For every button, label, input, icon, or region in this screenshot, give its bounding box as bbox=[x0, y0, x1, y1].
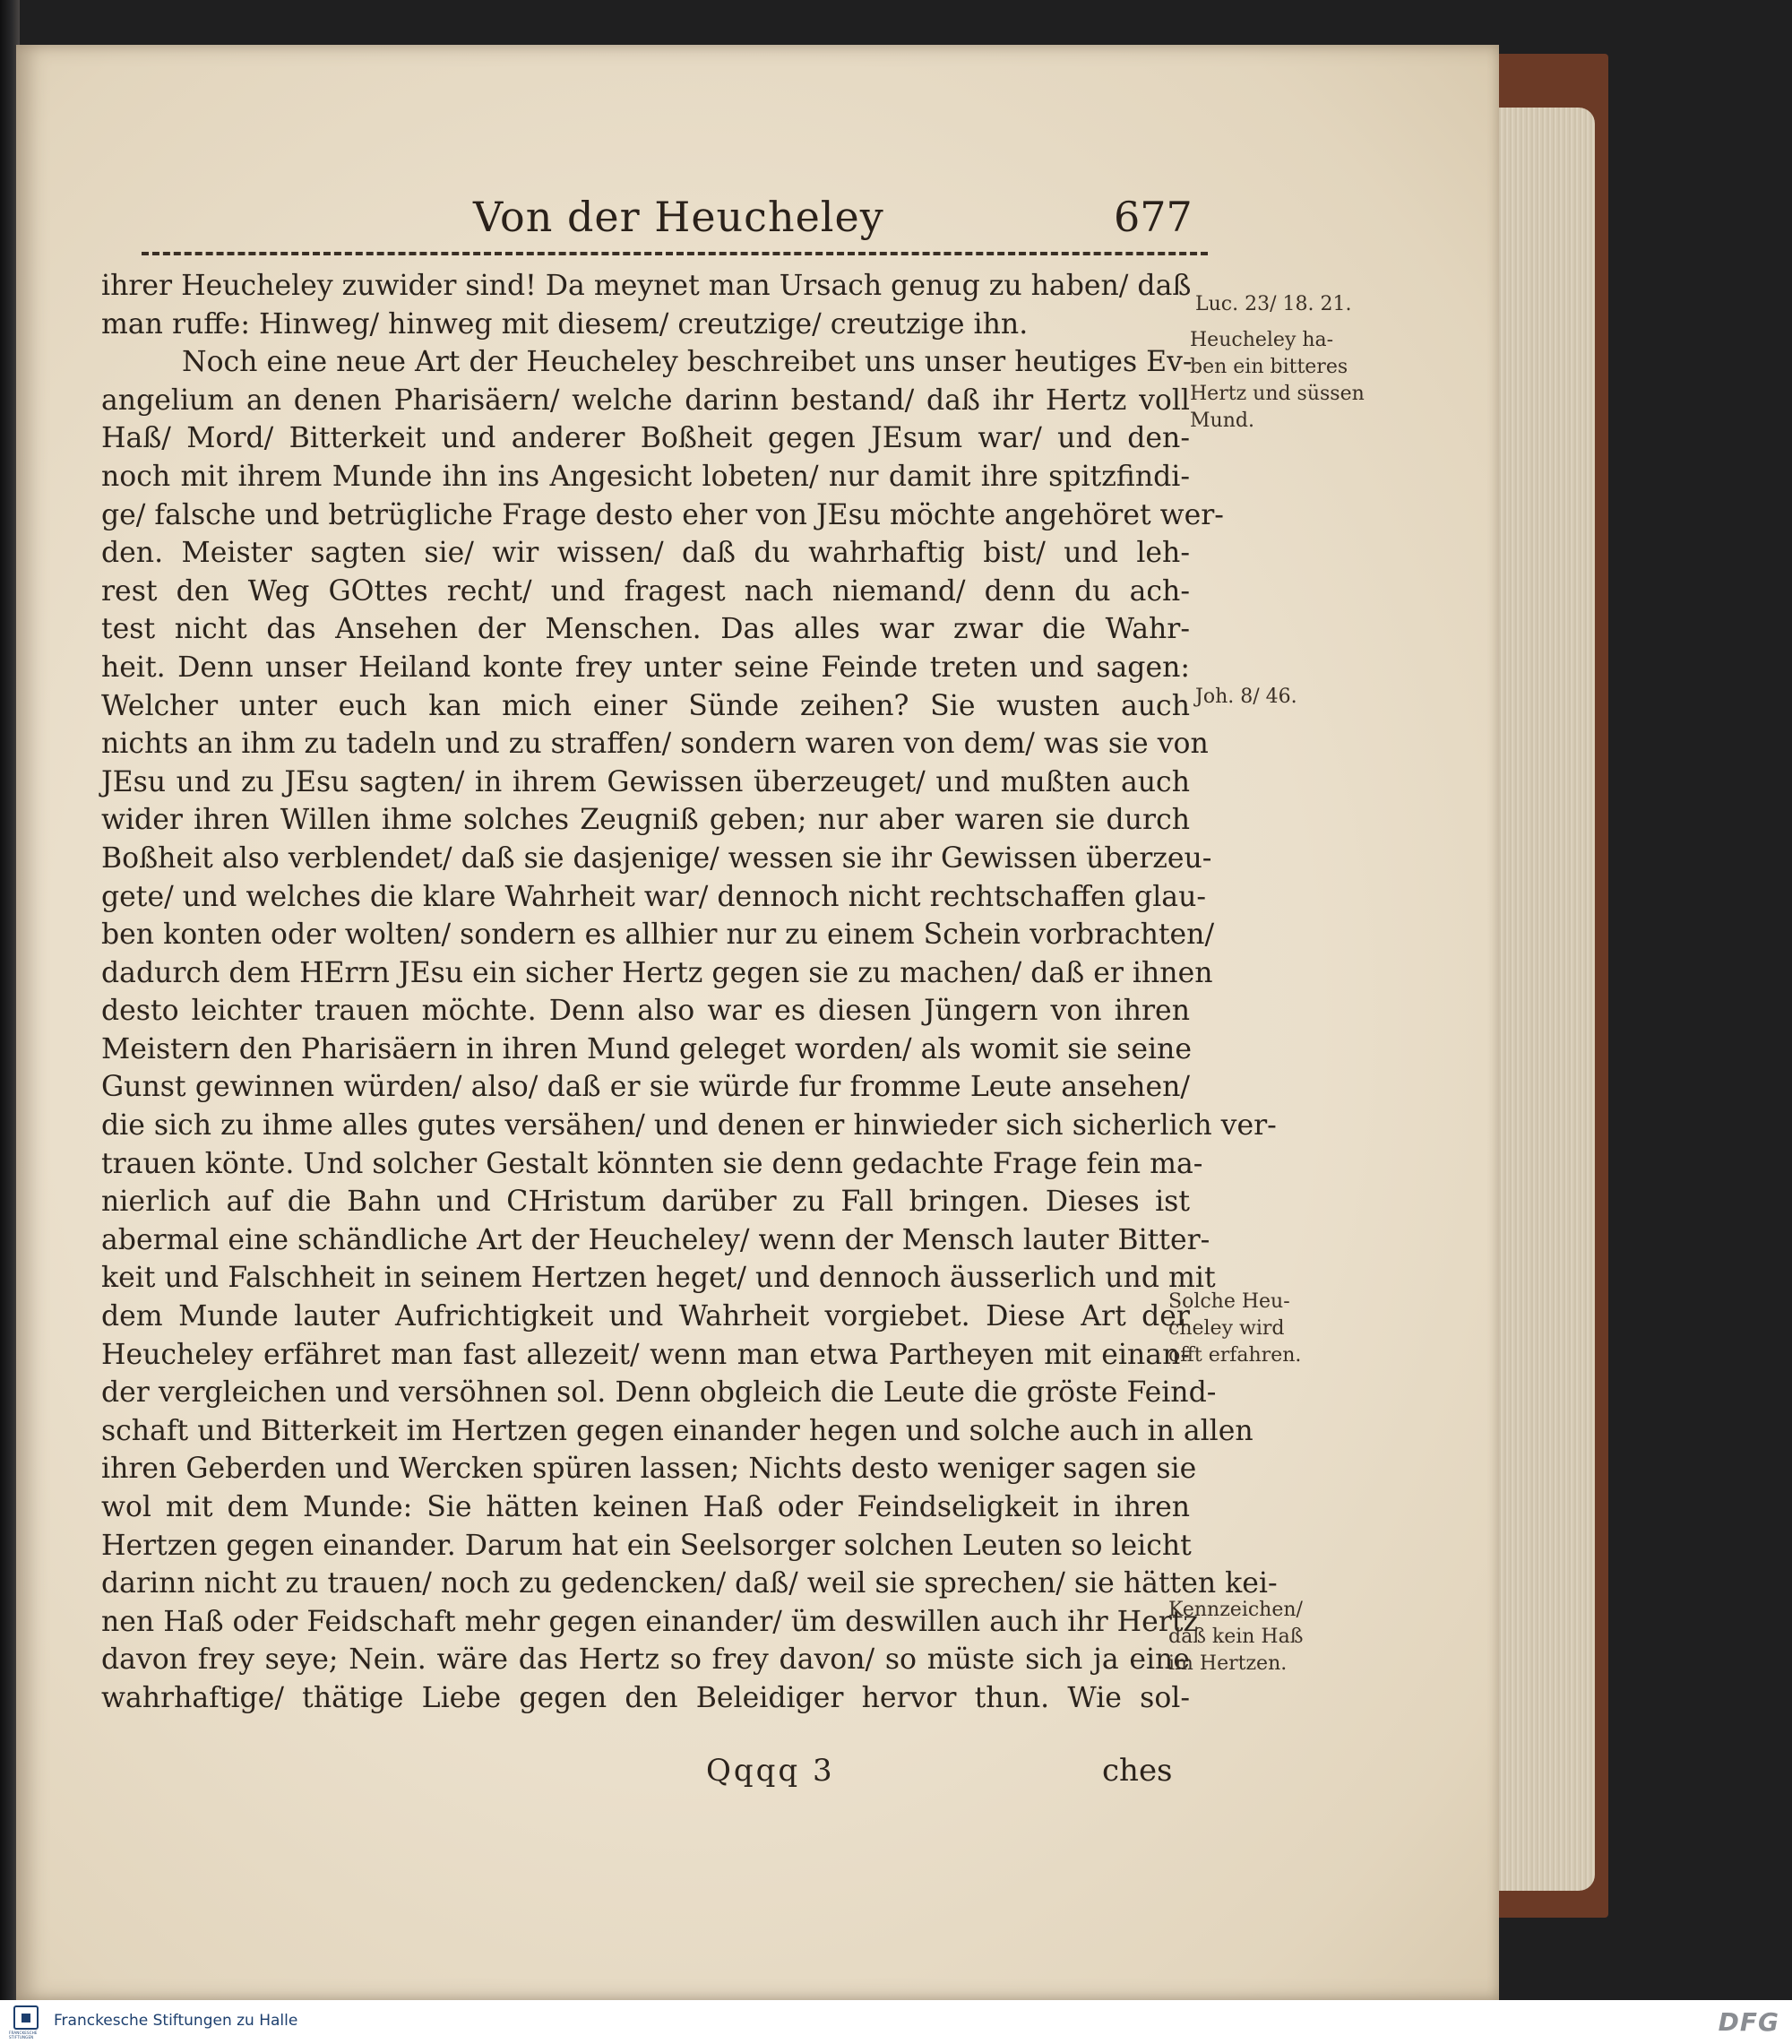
text-line: rest den Weg GOttes recht/ und fragest nach niemand/ denn du ach- bbox=[101, 574, 1190, 608]
margin-note-line: Luc. 23/ 18. 21. bbox=[1195, 293, 1352, 315]
logo-mark-icon bbox=[13, 2005, 39, 2030]
margin-note-line: Kennzeichen/ bbox=[1168, 1599, 1303, 1621]
text-line: der vergleichen und versöhnen sol. Denn obgleich die Leute die gröste Feind- bbox=[101, 1376, 1217, 1410]
text-line: test nicht das Ansehen der Menschen. Das alles war zwar die Wahr- bbox=[101, 613, 1190, 646]
text-line: ihren Geberden und Wercken spüren lassen; Nichts desto weniger sagen sie bbox=[101, 1453, 1197, 1486]
margin-note-bitter-heart bbox=[1190, 327, 1365, 435]
text-line: Boßheit also verblendet/ daß sie dasjenige/ wessen sie ihr Gewissen überzeu- bbox=[101, 841, 1212, 875]
text-line: Gunst gewinnen würden/ also/ daß er sie würde fur fromme Leute ansehen/ bbox=[101, 1071, 1190, 1104]
margin-note-line: cheley wird bbox=[1168, 1317, 1285, 1340]
margin-note-line: ben ein bitteres bbox=[1190, 356, 1348, 378]
margin-note-luke bbox=[1195, 291, 1351, 318]
text-line: JEsu und zu JEsu sagten/ in ihrem Gewissen überzeuget/ und mußten auch bbox=[101, 765, 1190, 798]
institution-name[interactable]: Franckesche Stiftungen zu Halle bbox=[54, 2012, 298, 2030]
header-rule bbox=[142, 252, 1208, 255]
text-line: heit. Denn unser Heiland konte frey unter seine Feinde treten und sagen: bbox=[101, 651, 1190, 684]
text-line: Haß/ Mord/ Bitterkeit und anderer Boßheit gegen JEsum war/ und den- bbox=[101, 422, 1190, 455]
text-line: Heucheley erfähret man fast allezeit/ wenn man etwa Partheyen mit einan- bbox=[101, 1338, 1190, 1371]
logo-text: FRANCKESCHE STIFTUNGEN bbox=[9, 2031, 38, 2040]
text-line: ihrer Heucheley zuwider sind! Da meynet man Ursach genug zu haben/ daß bbox=[101, 270, 1192, 302]
text-line: darinn nicht zu trauen/ noch zu gedencken/ daß/ weil sie sprechen/ sie hätten kei- bbox=[101, 1567, 1278, 1600]
margin-note-often-experienced bbox=[1168, 1289, 1301, 1369]
text-line: abermal eine schändliche Art der Heucheley/ wenn der Mensch lauter Bitter- bbox=[101, 1223, 1210, 1256]
text-line: davon frey seye; Nein. wäre das Hertz so frey davon/ so müste sich ja eine bbox=[101, 1643, 1190, 1677]
book-page bbox=[16, 45, 1499, 2000]
text-line: gete/ und welches die klare Wahrheit war/ dennoch nicht rechtschaffen glau- bbox=[101, 880, 1207, 913]
text-line: trauen könte. Und solcher Gestalt könnten sie denn gedachte Frage fein ma- bbox=[101, 1147, 1203, 1180]
text-line: keit und Falschheit in seinem Hertzen heget/ und dennoch äusserlich und mit bbox=[101, 1262, 1216, 1295]
running-title: Von der Heucheley bbox=[473, 193, 884, 241]
text-line: angelium an denen Pharisäern/ welche darinn bestand/ daß ihr Hertz voll bbox=[101, 384, 1190, 417]
text-line: ben konten oder wolten/ sondern es allhier nur zu einem Schein vorbrachten/ bbox=[101, 919, 1215, 952]
text-line: Hertzen gegen einander. Darum hat ein Seelsorger solchen Leuten so leicht bbox=[101, 1529, 1192, 1562]
margin-note-line: Heucheley ha- bbox=[1190, 329, 1334, 351]
page-block-edge bbox=[1487, 108, 1595, 1891]
margin-note-line: Joh. 8/ 46. bbox=[1195, 686, 1297, 708]
text-line: wider ihren Willen ihme solches Zeugniß geben; nur aber waren sie durch bbox=[101, 804, 1190, 837]
text-line: noch mit ihrem Munde ihn ins Angesicht lobeten/ nur damit ihre spitzfindi- bbox=[101, 460, 1190, 493]
margin-note-line: Mund. bbox=[1190, 410, 1254, 432]
margin-note-line: Solche Heu- bbox=[1168, 1290, 1290, 1313]
text-line: schaft und Bitterkeit im Hertzen gegen einander hegen und solche auch in allen bbox=[101, 1414, 1254, 1447]
margin-note-sign bbox=[1168, 1597, 1303, 1677]
text-line: den. Meister sagten sie/ wir wissen/ daß du wahrhaftig bist/ und leh- bbox=[101, 537, 1190, 570]
attribution-bar bbox=[0, 2000, 1792, 2044]
margin-note-line: Hertz und süssen bbox=[1190, 383, 1365, 405]
text-line: die sich zu ihme alles gutes versähen/ und denen er hinwieder sich sicherlich ver- bbox=[101, 1109, 1277, 1143]
text-line: ge/ falsche und betrügliche Frage desto eher von JEsu möchte angehöret wer- bbox=[101, 498, 1224, 531]
text-line: desto leichter trauen möchte. Denn also war es diesen Jüngern von ihren bbox=[101, 995, 1190, 1028]
text-line: Meistern den Pharisäern in ihren Mund geleget worden/ als womit sie seine bbox=[101, 1032, 1192, 1065]
page-header bbox=[142, 193, 1199, 255]
catchword: ches bbox=[1102, 1753, 1173, 1789]
text-line: man ruffe: Hinweg/ hinweg mit diesem/ creutzige/ creutzige ihn. bbox=[101, 307, 1029, 341]
text-line: Welcher unter euch kan mich einer Sünde zeihen? Sie wusten auch bbox=[101, 689, 1190, 722]
margin-note-line: daß kein Haß bbox=[1168, 1626, 1304, 1648]
text-line: nen Haß oder Feidschaft mehr gegen einander/ üm deswillen auch ihr Hertz bbox=[101, 1605, 1199, 1638]
text-line: dem Munde lauter Aufrichtigkeit und Wahrheit vorgiebet. Diese Art der bbox=[101, 1300, 1190, 1333]
text-line: wol mit dem Munde: Sie hätten keinen Haß oder Feindseligkeit in ihren bbox=[101, 1491, 1190, 1523]
margin-note-line: im Hertzen. bbox=[1168, 1652, 1288, 1675]
text-line: wahrhaftige/ thätige Liebe gegen den Beleidiger hervor thun. Wie sol- bbox=[101, 1681, 1190, 1714]
dfg-logo: DFG bbox=[1718, 2007, 1779, 2037]
text-line: nichts an ihm zu tadeln und zu straffen/ sondern waren von dem/ was sie von bbox=[101, 728, 1209, 761]
margin-note-line: offt erfahren. bbox=[1168, 1344, 1302, 1367]
page-number: 677 bbox=[1114, 193, 1193, 241]
text-line: dadurch dem HErrn JEsu ein sicher Hertz gegen sie zu machen/ daß er ihnen bbox=[101, 956, 1213, 989]
text-line: Noch eine neue Art der Heucheley beschreibet uns unser heutiges Ev- bbox=[182, 346, 1193, 379]
signature-mark: Qqqq 3 bbox=[706, 1753, 835, 1789]
page-footer bbox=[16, 1753, 1271, 1798]
institution-logo bbox=[9, 2005, 43, 2040]
text-line: nierlich auf die Bahn und CHristum darüber zu Fall bringen. Dieses ist bbox=[101, 1186, 1190, 1219]
margin-note-john bbox=[1195, 684, 1297, 711]
